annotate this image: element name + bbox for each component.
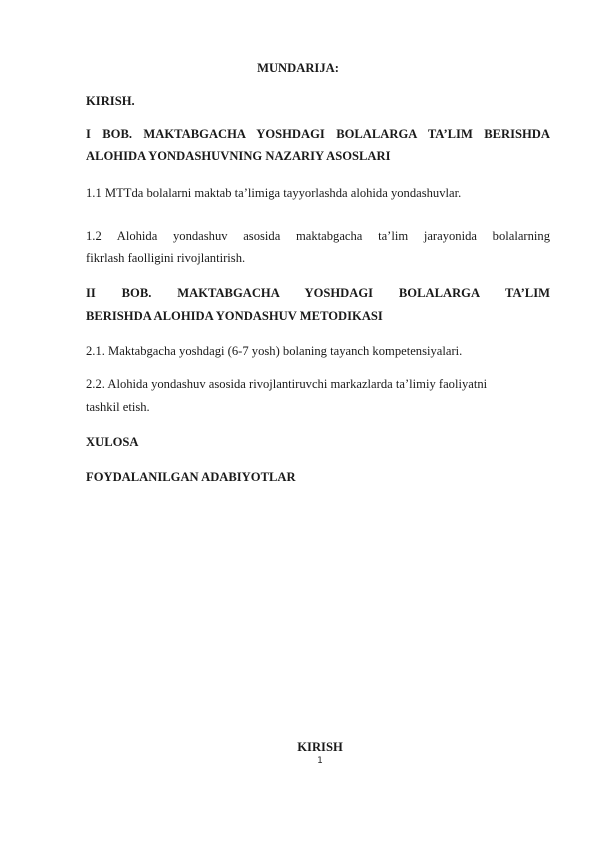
toc-section-2-2-line2: tashkil etish. bbox=[86, 400, 150, 414]
toc-section-1-2-line1: 1.2 Alohida yondashuv asosida maktabgacha ta’lim jarayonida bolalarning bbox=[86, 229, 550, 243]
toc-section-1-2-line2: fikrlash faolligini rivojlantirish. bbox=[86, 251, 246, 265]
toc-item-conclusion: XULOSA bbox=[86, 435, 139, 449]
toc-chapter2-title-line1: II BOB. MAKTABGACHA YOSHDAGI BOLALARGA TA’LIM bbox=[86, 286, 550, 300]
toc-item-intro: KIRISH. bbox=[86, 94, 135, 108]
toc-chapter1-title-line2: ALOHIDA YONDASHUVNING NAZARIY ASOSLARI bbox=[86, 149, 391, 163]
toc-section-1-1: 1.1 MTTda bolalarni maktab ta’limiga tayyorlashda alohida yondashuvlar. bbox=[86, 186, 462, 200]
toc-section-2-2-line1: 2.2. Alohida yondashuv asosida rivojlantiruvchi markazlarda ta’limiy faoliyatni bbox=[86, 377, 488, 391]
page-number: 1 bbox=[317, 756, 323, 766]
toc-section-2-1: 2.1. Maktabgacha yoshdagi (6-7 yosh) bolaning tayanch kompetensiyalari. bbox=[86, 344, 463, 358]
toc-chapter1-title-line1: I BOB. MAKTABGACHA YOSHDAGI BOLALARGA TA’LIM BERISHDA bbox=[86, 127, 550, 141]
toc-chapter2-title-line2: BERISHDA ALOHIDA YONDASHUV METODIKASI bbox=[86, 309, 383, 323]
toc-item-references: FOYDALANILGAN ADABIYOTLAR bbox=[86, 470, 296, 484]
next-section-heading: KIRISH bbox=[297, 740, 343, 754]
toc-title: MUNDARIJA: bbox=[257, 61, 339, 75]
